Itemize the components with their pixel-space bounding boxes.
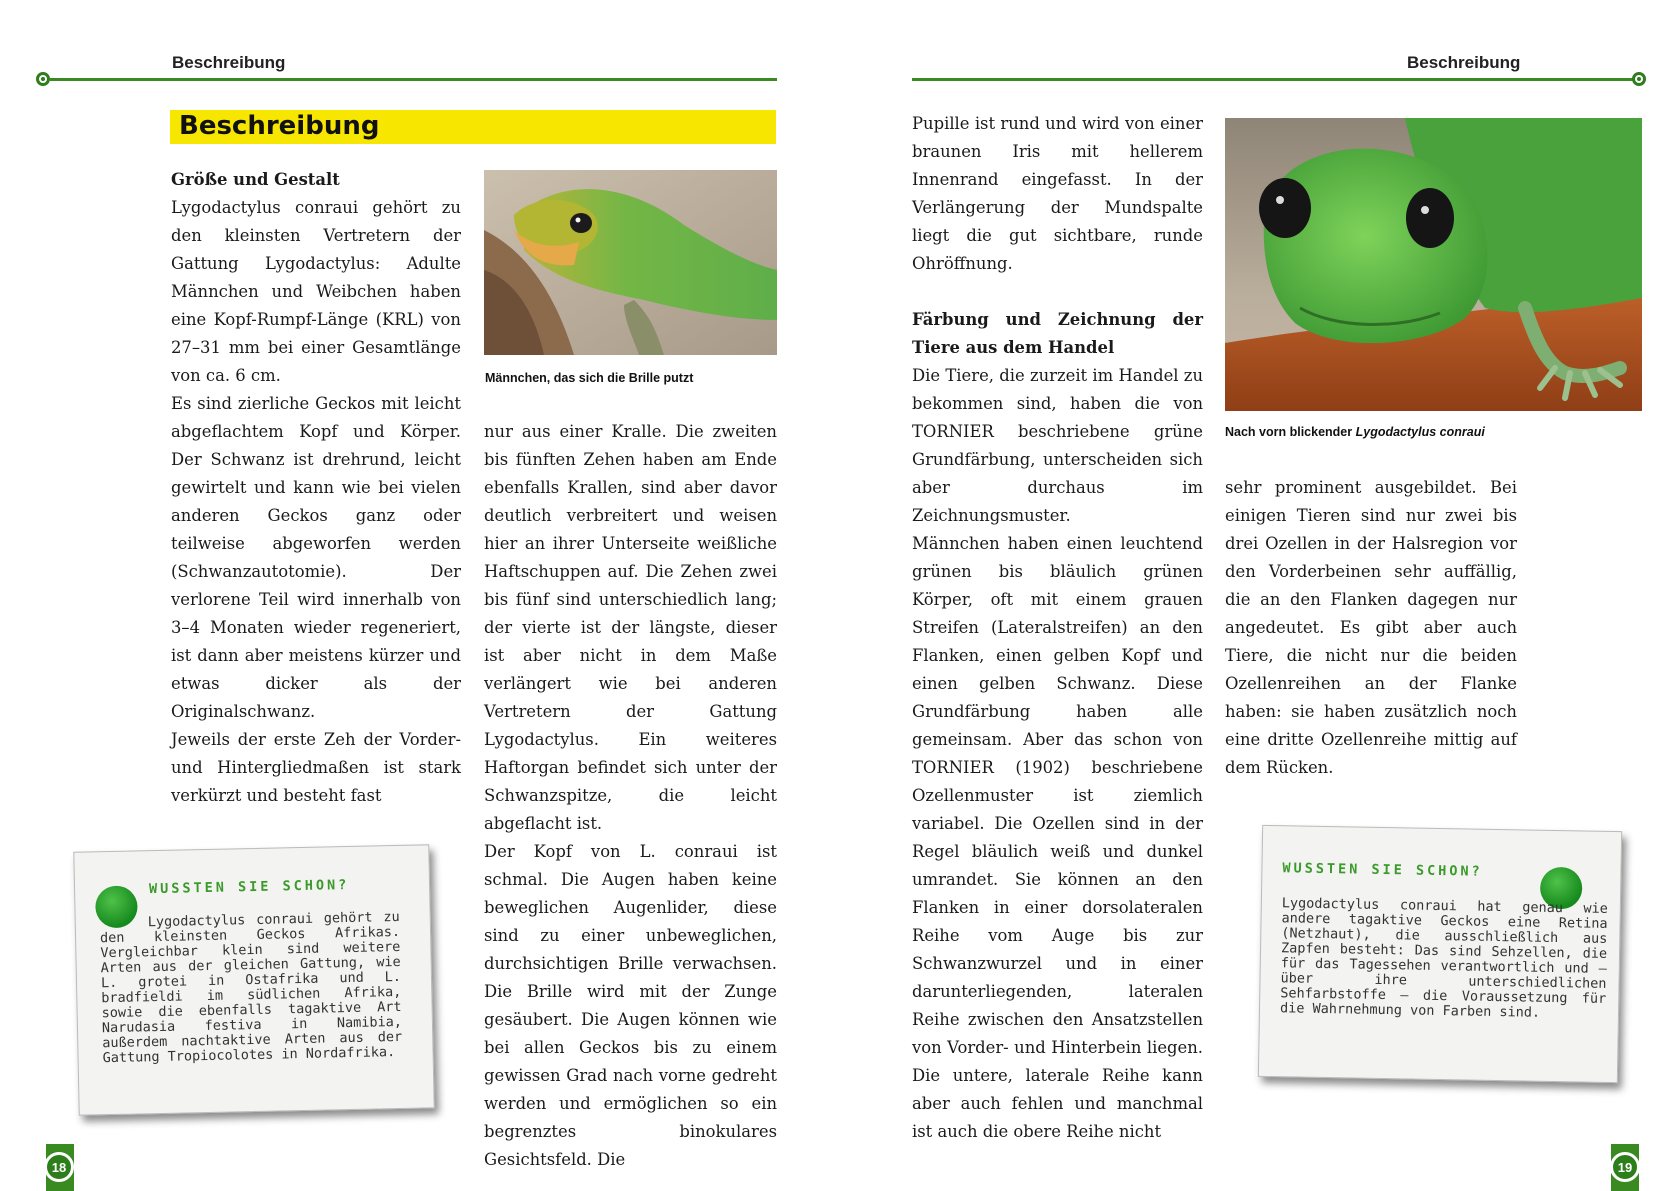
section-title-bar <box>170 110 776 144</box>
paragraph: Männchen haben einen leuchtend grünen bis bläulich grünen Körper, oft mit einem grauen Streifen (Lateralstreifen) an den Flanken, einen gelben Kopf und einen gelben Schwanz. Diese Grundfärbung haben alle gemeinsam. Aber das schon von TORNIER (1902) beschriebene Ozellenmuster ist ziemlich variabel. Die Ozellen sind in der Regel bläulich weiß und dunkel umrandet. Sie können an den Flanken in einer dorsolateralen Reihe vom Auge bis zur Schwanzwurzel und in einer darunterliegenden, lateralen Reihe zwischen den Ansatzstellen von Vorder- und Hinterbein liegen. Die untere, laterale Reihe kann aber auch fehlen und manchmal ist auch die obere Reihe nicht <box>912 534 1203 1141</box>
photo-caption-species: Lygodactylus conraui <box>1355 425 1485 439</box>
running-head-right: Beschreibung <box>1407 53 1521 72</box>
paragraph: Der Kopf von L. conraui ist schmal. Die Augen haben keine beweglichen Augenlider, diese sind zu einer unbeweglichen, durchsichtigen Brille verwachsen. Die Brille wird mit der Zunge gesäubert. Die Augen können wie bei allen Geckos bis zu einem gewissen Grad nach vorne gedreht werden und ermöglichen so ein begrenztes binokulares Gesichtsfeld. Die <box>484 842 777 1169</box>
paragraph: Pupille ist rund und wird von einer braunen Iris mit hellerem Innenrand eingefasst. In der Verlängerung der Mundspalte liegt die gut sichtbare, runde Ohröffnung. <box>912 114 1203 273</box>
subheading: Färbung und Zeichnung der Tiere aus dem Handel <box>912 310 1203 357</box>
header-rule-left <box>50 78 777 81</box>
left-column-1 <box>171 166 461 810</box>
photo-gecko-cleaning-eye <box>484 170 777 355</box>
paragraph: sehr prominent ausgebildet. Bei einigen Tieren sind nur zwei bis drei Ozellen in der Halsregion vor den Vorderbeinen sehr auffällig, die an den Flanken dagegen nur angedeutet. Es gibt aber auch Tiere, die nicht nur die beiden Ozellenreihen an der Flanke haben: sie haben zusätzlich noch eine dritte Ozellenreihe mittig auf dem Rücken. <box>1225 478 1517 777</box>
paragraph: Jeweils der erste Zeh der Vorder- und Hintergliedmaßen ist stark verkürzt und besteht fast <box>171 730 461 805</box>
gecko-photo-right <box>1225 118 1642 411</box>
right-column-1 <box>912 110 1203 1146</box>
photo-caption-left: Männchen, das sich die Brille putzt <box>485 371 694 385</box>
running-head-left: Beschreibung <box>172 53 286 72</box>
header-ornament-left <box>36 72 50 86</box>
header-ornament-right <box>1632 72 1646 86</box>
paragraph: Die Tiere, die zurzeit im Handel zu bekommen sind, haben die von TORNIER beschriebene grüne Grundfärbung, unterscheiden sich aber durchaus im Zeichnungsmuster. <box>912 366 1203 525</box>
page-number-right: 19 <box>1610 1152 1640 1182</box>
photo-gecko-front <box>1225 118 1642 411</box>
gecko-photo-left <box>484 170 777 355</box>
paragraph: nur aus einer Kralle. Die zweiten bis fünften Zehen haben am Ende ebenfalls Krallen, sind aber davor deutlich verbreitert und weisen hier an ihrer Unterseite weißliche Haftschuppen auf. Die Zehen zwei bis fünf sind unterschiedlich lang; der vierte ist der längste, dieser ist aber nicht in dem Maße verlängert wie bei anderen Vertretern der Gattung Lygodactylus. Ein weiteres Haftorgan befindet sich unter der Schwanzspitze, die leicht abgeflacht ist. <box>484 422 777 833</box>
paragraph: Lygodactylus conraui gehört zu den kleinsten Vertretern der Gattung Lygodactylus: Adulte Männchen und Weibchen haben eine Kopf-Rumpf-Länge (KRL) von 27–31 mm bei einer Gesamtlänge von ca. 6 cm. <box>171 198 461 385</box>
subheading: Größe und Gestalt <box>171 170 340 189</box>
info-box-text-right: Lygodactylus conraui hat genau wie andere tagaktive Geckos eine Retina (Netzhaut), die ausschließlich aus Zapfen besteht: Das sind Sehzellen, die für das Tagessehen verantwortlich und – über ihre unterschiedlichen Sehfarbstoffe – die Voraussetzung für die Wahrnehmung von Farben sind. <box>1279 895 1608 1021</box>
info-box-text-left: Lygodactylus conraui gehört zu den kleinsten Geckos Afrikas. Vergleichbar klein sind weitere Arten aus der gleichen Gattung, wie L. grotei in Ostafrika und L. bradfieldi im südlichen Afrika, sowie die ebenfalls tagaktive Art Narudasia festiva in Namibia, außerdem nachtaktive Arten aus der Gattung Tropiocolotes in Nordafrika. <box>99 908 403 1067</box>
info-box-left <box>73 844 434 1115</box>
paragraph: Es sind zierliche Geckos mit leicht abgeflachtem Kopf und Körper. Der Schwanz ist drehrund, leicht gewirtelt und kann wie bei vielen anderen Geckos ganz oder teilweise abgeworfen werden (Schwanzautotomie). Der verlorene Teil wird innerhalb von 3–4 Monaten wieder regeneriert, ist dann aber meistens kürzer und etwas dicker als der Originalschwanz. <box>171 394 461 721</box>
section-title: Beschreibung <box>179 111 380 141</box>
page-number-left: 18 <box>44 1152 74 1182</box>
right-column-2 <box>1225 474 1517 782</box>
info-box-title-right: WUSSTEN SIE SCHON? <box>1282 860 1483 880</box>
info-box-right <box>1258 825 1622 1083</box>
photo-caption-right: Nach vorn blickender Lygodactylus conraui <box>1225 425 1485 439</box>
left-column-2 <box>484 418 777 1174</box>
header-rule-right <box>912 78 1639 81</box>
info-box-title-left: WUSSTEN SIE SCHON? <box>148 876 350 898</box>
